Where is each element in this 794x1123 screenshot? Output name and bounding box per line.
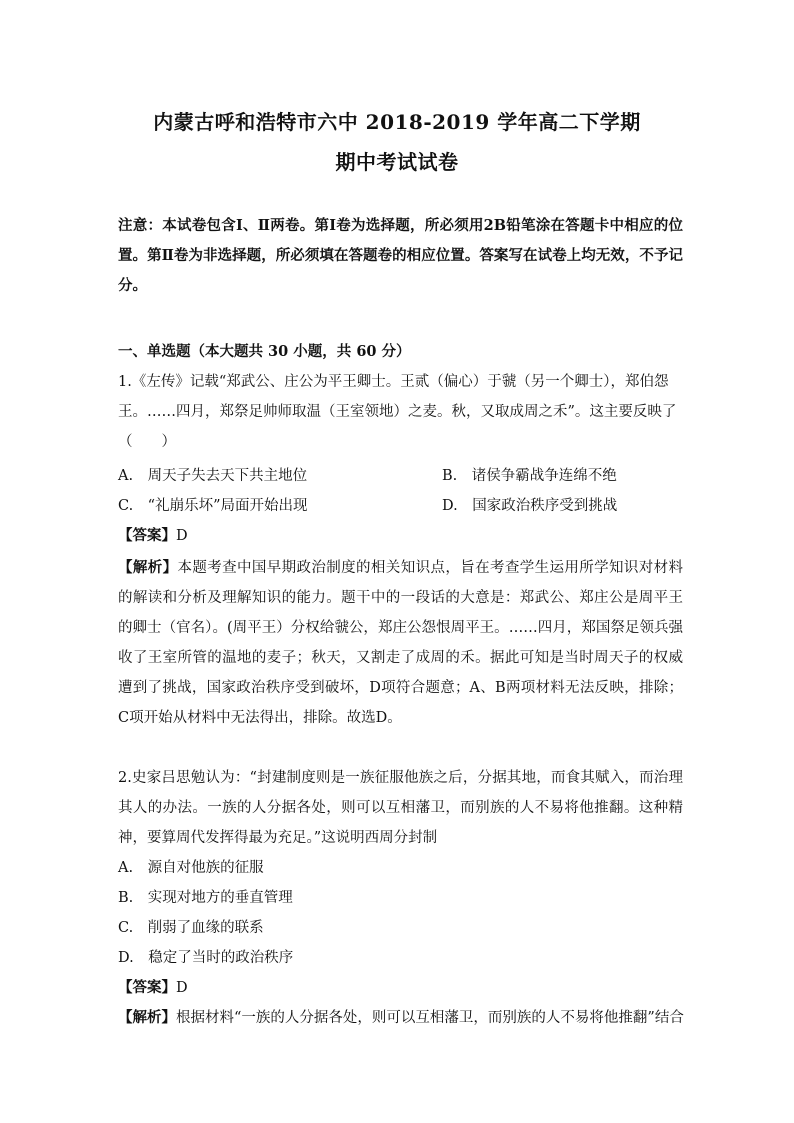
q1-option-a: A. 周天子失去天下共主地位 [118,468,308,484]
q1-answer [118,521,683,551]
q2-analysis-label: 【解析】 [118,1009,176,1026]
exam-title-line2: 期中考试试卷 [335,150,459,174]
q1-analysis [118,553,683,733]
q2-stem: 2.史家吕思勉认为：“封建制度则是一族征服他族之后，分据其地，而食其赋入，而治理其人的办法。一族的人分据各处，则可以互相藩卫，而别族的人不易将他推翻。这种精神，要算周代发挥得最为充足。”这说明西周分封制 [118,770,683,846]
q2-answer-value: D [176,980,188,996]
q2-option-d: D. 稳定了当时的政治秩序 [118,950,294,966]
q2-analysis [118,1003,683,1033]
q1-stem-line3: （ ） [118,434,176,450]
q1-answer-label: 【答案】 [118,527,176,544]
q1-stem-line2: 王。……四月，郑祭足帅师取温（王室领地）之麦。秋，又取成周之禾”。这主要反映了 [118,404,677,420]
q2-answer [118,973,683,1003]
q1-option-d: D. 国家政治秩序受到挑战 [442,498,618,514]
q2-analysis-text: 根据材料“一族的人分据各处，则可以互相藩卫，而别族的人不易将他推翻”结合 [176,1010,684,1026]
section-heading: 一、单选题（本大题共 30 小题，共 60 分） [118,343,411,360]
q2-option-b: B. 实现对地方的垂直管理 [118,890,293,906]
q1-analysis-text: 本题考查中国早期政治制度的相关知识点，旨在考查学生运用所学知识对材料的解读和分析及理解知识的能力。题干中的一段话的大意是：郑武公、郑庄公是周平王的卿士（官名）。(周平王）分权给虢公，郑庄公怨恨周平王。……四月，郑国祭足领兵强收了王室所管的温地的麦子；秋天，又割走了成周的禾。据此可知是当时周天子的权威遭到了挑战，国家政治秩序受到破坏，D项符合题意；A、B两项材料无法反映，排除；C项开始从材料中无法得出，排除。故选D。 [118,560,683,726]
q1-option-b: B. 诸侯争霸战争连绵不绝 [442,468,617,484]
exam-notice: 注意：本试卷包含Ⅰ、Ⅱ两卷。第Ⅰ卷为选择题，所必须用2B铅笔涂在答题卡中相应的位置。第Ⅱ卷为非选择题，所必须填在答题卷的相应位置。答案写在试卷上均无效，不予记分。 [118,217,683,294]
q2-option-c: C. 削弱了血缘的联系 [118,920,264,936]
q2-option-a: A. 源自对他族的征服 [118,860,264,876]
exam-title-line1: 内蒙古呼和浩特市六中 2018-2019 学年高二下学期 [153,110,641,134]
q1-analysis-label: 【解析】 [118,559,178,576]
q1-option-c: C. “礼崩乐坏”局面开始出现 [118,498,308,514]
q1-answer-value: D [176,528,188,544]
q1-stem-line1: 1.《左传》记载“郑武公、庄公为平王卿士。王贰（偏心）于虢（另一个卿士），郑伯怨 [118,374,669,390]
q2-answer-label: 【答案】 [118,979,176,996]
